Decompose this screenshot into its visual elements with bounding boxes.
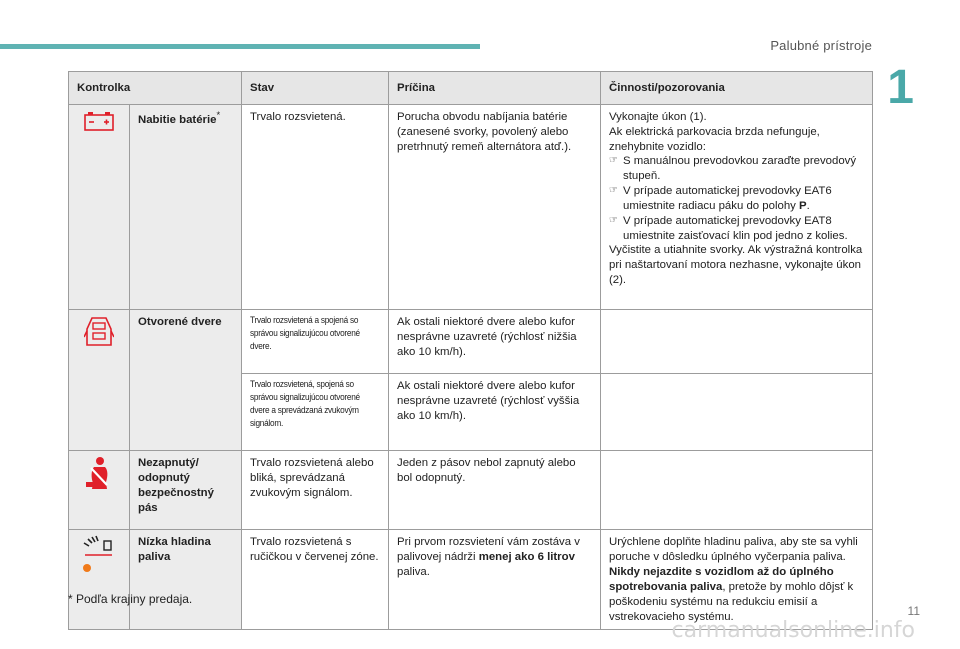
- actions-cell: [601, 374, 873, 451]
- open-door-icon: [84, 340, 114, 352]
- list-item: ☞ S manuálnou prevodovkou zaraďte prevodový stupeň.: [609, 155, 857, 183]
- footnote: * Podľa krajiny predaja.: [68, 592, 193, 606]
- table-row: [69, 530, 873, 630]
- table-header-row: [69, 72, 873, 105]
- status-cell: Trvalo rozsvietená.: [242, 105, 389, 310]
- header-kontrolka: Kontrolka: [69, 72, 242, 105]
- list-item: ☞ V prípade automatickej prevodovky EAT8 umiestnite zaisťovací klin pod jedno z kolies.: [609, 214, 848, 242]
- section-title: Palubné prístroje: [770, 38, 872, 53]
- light-name: Nabitie batérie*: [130, 105, 242, 310]
- status-cell: Trvalo rozsvietená alebo bliká, sprevádzaná zvukovým signálom.: [242, 451, 389, 530]
- status-cell: Trvalo rozsvietená, spojená so správou signalizujúcou otvorené dvere a sprevádzaná zvukovým signálom.: [242, 374, 389, 451]
- table-row: [69, 451, 873, 530]
- header-cinnosti: Činnosti/pozorovania: [601, 72, 873, 105]
- watermark: carmanualsonline.info: [671, 618, 915, 643]
- cause-cell: Ak ostali niektoré dvere alebo kufor nesprávne uzavreté (rýchlosť nižšia ako 10 km/h).: [389, 309, 601, 373]
- list-item: ☞ V prípade automatickej prevodovky EAT6 umiestnite radiacu páku do polohy P.: [609, 185, 832, 212]
- actions-cell: Urýchlene doplňte hladinu paliva, aby ste sa vyhli poruche v dôsledku úplného vyčerpania paliva. Nikdy nejazdite s vozidlom až do úplného spotrebovania paliva, pretože by mohlo dôjsť k poškodeniu systému na redukciu emisií a vstrekovacieho systému.: [601, 530, 873, 630]
- actions-cell: Vykonajte úkon (1). Ak elektrická parkovacia brzda nefunguje, znehybnite vozidlo: ☞ S manuálnou prevodovkou zaraďte prevodový stupeň. ☞ V prípade automatickej prevodovky EAT6 umiestnite radiacu páku do polohy P. ☞ V prípade automatickej prevodovky EAT8 umiestnite zaisťovací klin pod jedno z kolies. Vyčistite a utiahnite svorky. Ak výstražná kontrolka pri naštartovaní motora nezhasne, vykonajte úkon (2).: [601, 105, 873, 310]
- table-row: [69, 105, 873, 310]
- cause-cell: Ak ostali niektoré dvere alebo kufor nesprávne uzavreté (rýchlosť vyššia ako 10 km/h).: [389, 374, 601, 451]
- icon-cell: [69, 530, 130, 630]
- actions-cell: [601, 309, 873, 373]
- light-name: Nezapnutý/ odopnutý bezpečnostný pás: [130, 451, 242, 530]
- chapter-number: 1: [887, 61, 914, 114]
- battery-icon: [83, 123, 115, 135]
- table-row: [69, 309, 873, 373]
- hand-pointer-icon: ☞: [609, 185, 618, 197]
- icon-cell: [69, 309, 130, 450]
- status-cell: Trvalo rozsvietená s ručičkou v červenej zóne.: [242, 530, 389, 630]
- light-name: Nízka hladina paliva: [130, 530, 242, 630]
- light-name: Otvorené dvere: [130, 309, 242, 450]
- top-accent-bar: [0, 44, 480, 49]
- cause-cell: Pri prvom rozsvietení vám zostáva v palivovej nádrži menej ako 6 litrov paliva.: [389, 530, 601, 630]
- icon-cell: [69, 451, 130, 530]
- seatbelt-icon: [85, 481, 113, 493]
- page-number: 11: [907, 604, 920, 618]
- actions-cell: [601, 451, 873, 530]
- hand-pointer-icon: ☞: [609, 214, 618, 226]
- warning-lights-table: [68, 71, 873, 630]
- cause-cell: Jeden z pásov nebol zapnutý alebo bol odopnutý.: [389, 451, 601, 530]
- cause-cell: Porucha obvodu nabíjania batérie (zanesené svorky, povolený alebo pretrhnutý remeň alternátora atď.).: [389, 105, 601, 310]
- icon-cell: [69, 105, 130, 310]
- hand-pointer-icon: ☞: [609, 155, 618, 167]
- fuel-gauge-icon: [82, 566, 116, 578]
- header-pricina: Príčina: [389, 72, 601, 105]
- status-cell: Trvalo rozsvietená a spojená so správou signalizujúcou otvorené dvere.: [242, 309, 389, 373]
- header-stav: Stav: [242, 72, 389, 105]
